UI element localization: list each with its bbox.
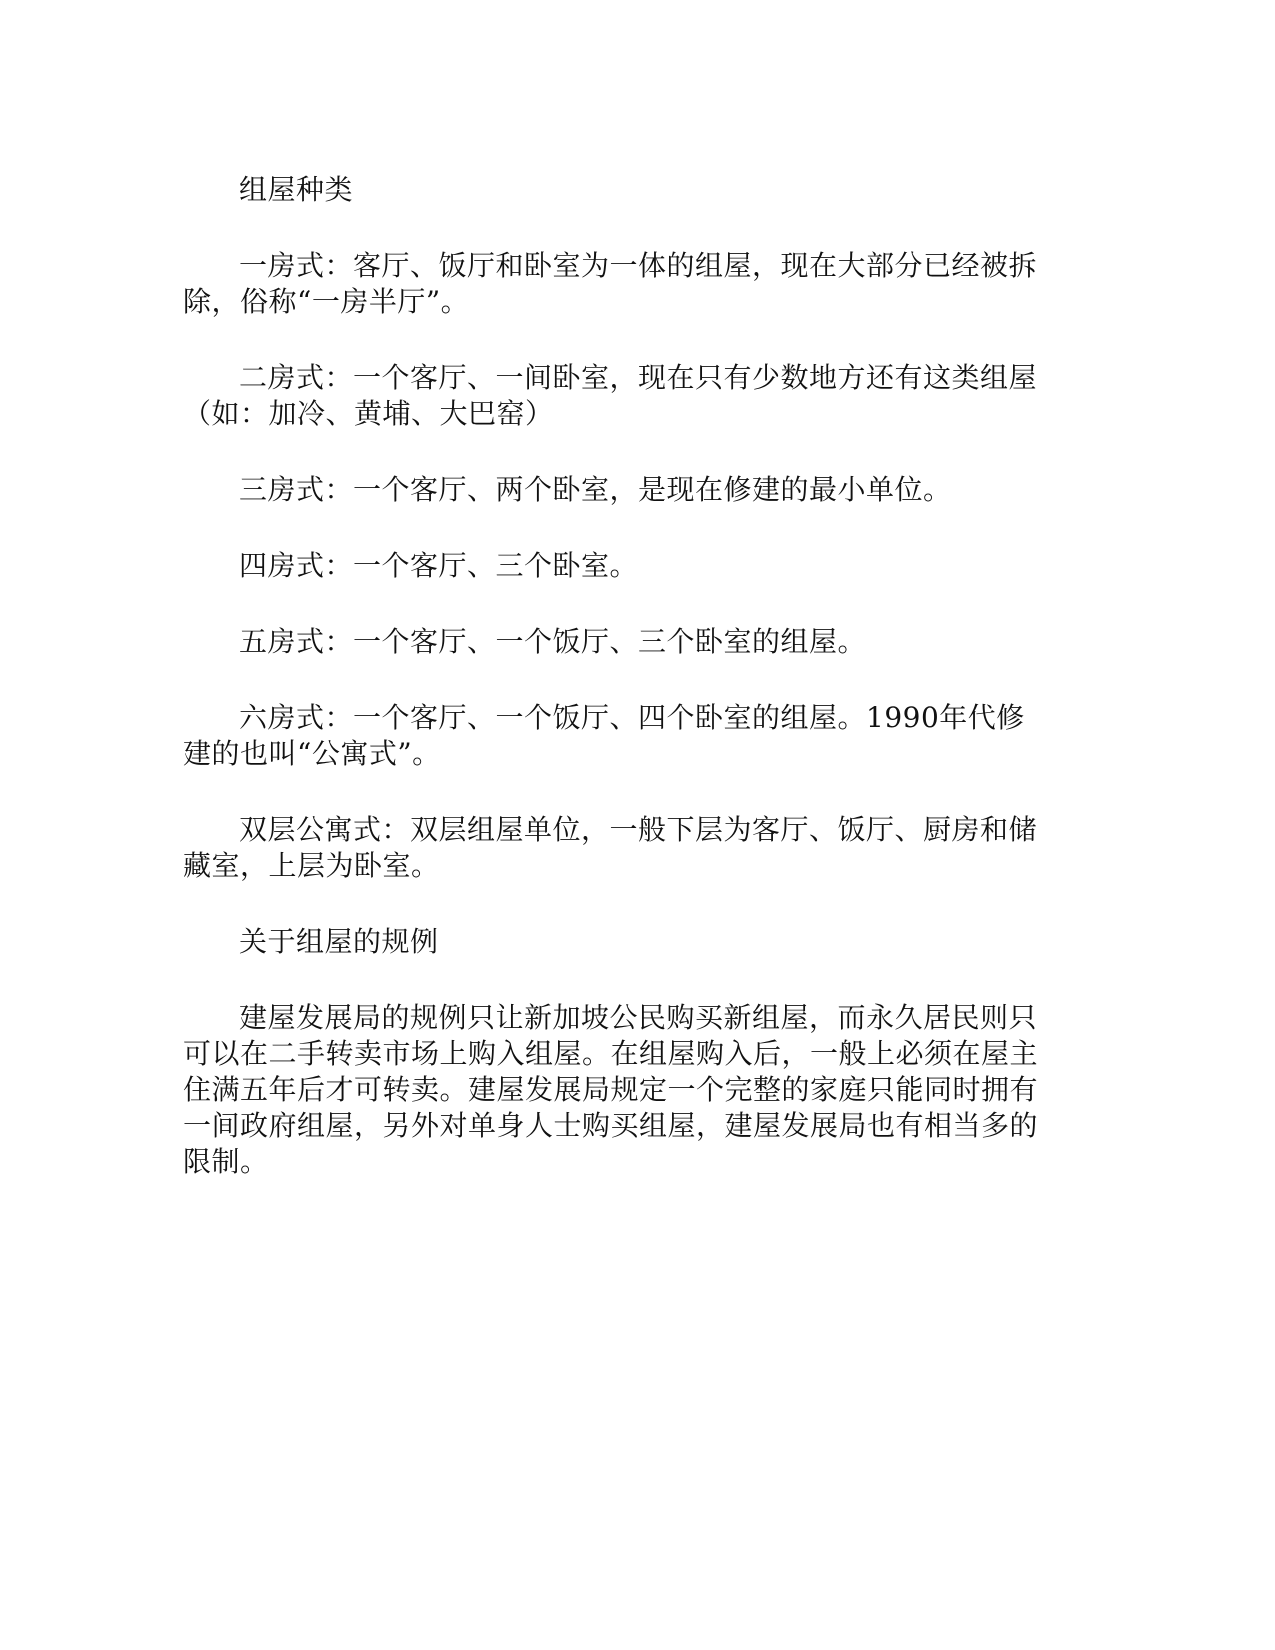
paragraph-one-room: 一房式：客厅、饭厅和卧室为一体的组屋，现在大部分已经被拆除，俗称“一房半厅”。 xyxy=(183,249,1038,318)
paragraph-three-room: 三房式：一个客厅、两个卧室，是现在修建的最小单位。 xyxy=(239,473,952,506)
paragraph-two-room: 二房式：一个客厅、一间卧室，现在只有少数地方还有这类组屋（如：加冷、黄埔、大巴窑） xyxy=(183,361,1038,430)
paragraph-regulations: 建屋发展局的规例只让新加坡公民购买新组屋，而永久居民则只可以在二手转卖市场上购入组屋。在组屋购入后，一般上必须在屋主住满五年后才可转卖。建屋发展局规定一个完整的家庭只能同时拥有一间政府组屋，另外对单身人士购买组屋，建屋发展局也有相当多的限制。 xyxy=(183,1001,1039,1178)
document-body xyxy=(183,172,1045,1220)
paragraph-four-room: 四房式：一个客厅、三个卧室。 xyxy=(239,549,639,582)
paragraph-five-room: 五房式：一个客厅、一个饭厅、三个卧室的组屋。 xyxy=(239,625,867,658)
section-heading-flat-types: 组屋种类 xyxy=(239,173,354,206)
paragraph-six-room: 六房式：一个客厅、一个饭厅、四个卧室的组屋。1990年代修建的也叫“公寓式”。 xyxy=(183,701,1025,770)
paragraph-maisonette: 双层公寓式：双层组屋单位，一般下层为客厅、饭厅、厨房和储藏室，上层为卧室。 xyxy=(183,813,1038,882)
section-heading-regulations: 关于组屋的规例 xyxy=(239,925,439,958)
